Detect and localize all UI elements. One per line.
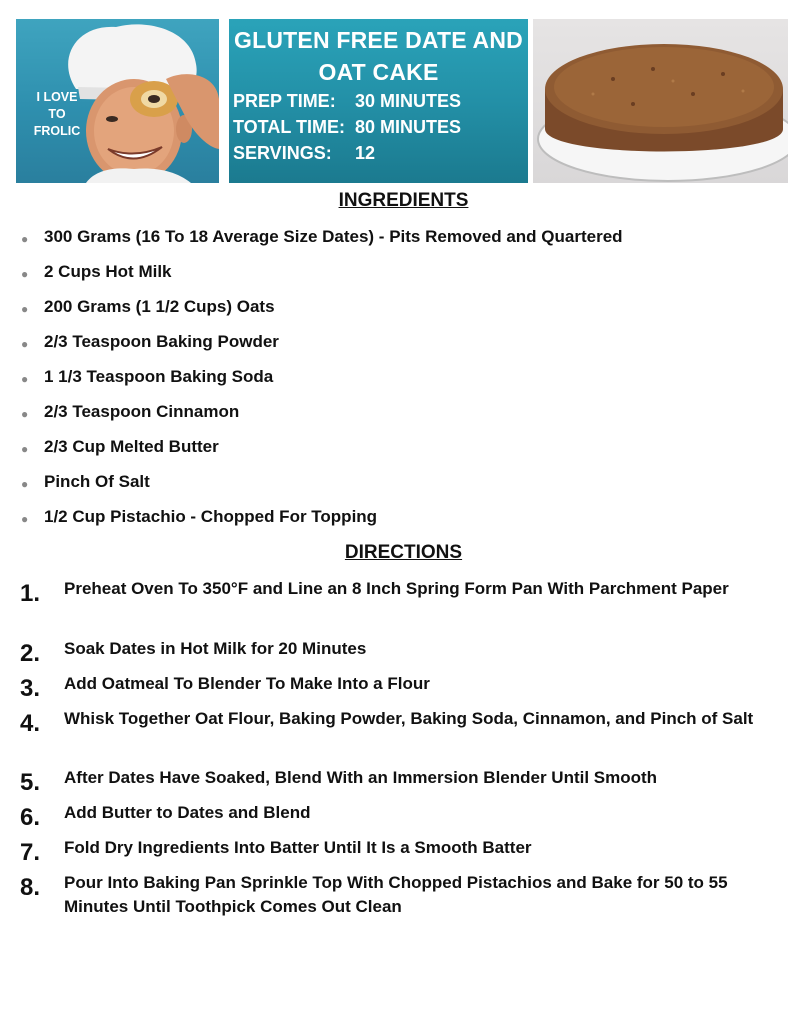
servings-label: SERVINGS: — [233, 143, 332, 163]
ingredient-text: 2 Cups Hot Milk — [44, 262, 172, 281]
ingredient-text: 1/2 Cup Pistachio - Chopped For Topping — [44, 507, 378, 526]
list-item — [0, 261, 807, 296]
step-number: 6. — [20, 804, 41, 831]
list-item — [0, 331, 807, 366]
ingredient-text: 1 1/3 Teaspoon Baking Soda — [44, 367, 274, 386]
list-item — [0, 366, 807, 401]
list-item — [0, 226, 807, 261]
step-number: 8. — [20, 874, 41, 901]
prep-time-value: 30 MINUTES — [355, 91, 462, 111]
bullet-icon: ● — [21, 372, 29, 386]
recipe-header — [0, 19, 807, 183]
directions-heading: DIRECTIONS — [344, 542, 463, 563]
bullet-icon: ● — [21, 442, 29, 456]
list-item — [0, 471, 807, 506]
bullet-icon: ● — [21, 512, 29, 526]
step-text: Whisk Together Oat Flour, Baking Powder, Baking Soda, Cinnamon, and Pinch of Salt — [64, 709, 754, 728]
step-text: Soak Dates in Hot Milk for 20 Minutes — [64, 639, 367, 658]
ingredients-list — [0, 226, 807, 541]
step-number: 4. — [20, 710, 41, 737]
recipe-title: GLUTEN FREE DATE AND OAT CAKE — [234, 27, 523, 85]
step-text: Add Butter to Dates and Blend — [64, 803, 311, 822]
ingredient-text: 2/3 Teaspoon Cinnamon — [44, 402, 240, 421]
ingredients-heading: INGREDIENTS — [338, 190, 469, 211]
step-number: 1. — [20, 580, 41, 607]
step-text: Preheat Oven To 350°F and Line an 8 Inch Spring Form Pan With Parchment Paper — [64, 579, 729, 598]
step-number: 5. — [20, 769, 41, 796]
ingredient-text: 2/3 Teaspoon Baking Powder — [44, 332, 279, 351]
title-panel — [229, 19, 528, 183]
servings-value: 12 — [355, 143, 376, 163]
step-text: After Dates Have Soaked, Blend With an Immersion Blender Until Smooth — [64, 768, 658, 787]
list-item — [0, 401, 807, 436]
bullet-icon: ● — [21, 267, 29, 281]
bullet-icon: ● — [21, 337, 29, 351]
ingredient-text: 300 Grams (16 To 18 Average Size Dates) - Pits Removed and Quartered — [44, 227, 623, 246]
prep-time — [233, 90, 462, 112]
list-item — [0, 296, 807, 331]
bullet-icon: ● — [21, 407, 29, 421]
list-item — [0, 436, 807, 471]
total-time — [233, 116, 462, 138]
step-text: Fold Dry Ingredients Into Batter Until It Is a Smooth Batter — [64, 838, 532, 857]
step-text: Pour Into Baking Pan Sprinkle Top With Chopped Pistachios and Bake for 50 to 55 Minutes Until Toothpick Comes Out Clean — [64, 873, 728, 916]
step-text: Add Oatmeal To Blender To Make Into a Flour — [64, 674, 430, 693]
ingredient-text: 200 Grams (1 1/2 Cups) Oats — [44, 297, 275, 316]
ingredient-text: Pinch Of Salt — [44, 472, 150, 491]
step-number: 3. — [20, 675, 41, 702]
list-item — [0, 506, 807, 541]
servings — [233, 142, 376, 164]
prep-time-label: PREP TIME: — [233, 91, 336, 111]
step-number: 2. — [20, 640, 41, 667]
bullet-icon: ● — [21, 232, 29, 246]
total-time-value: 80 MINUTES — [355, 117, 462, 137]
cake-photo-panel — [533, 19, 788, 183]
bullet-icon: ● — [21, 477, 29, 491]
total-time-label: TOTAL TIME: — [233, 117, 345, 137]
chef-tagline: I LOVE TO FROLIC — [33, 90, 81, 138]
chef-photo-panel — [16, 19, 219, 183]
step-number: 7. — [20, 839, 41, 866]
bullet-icon: ● — [21, 302, 29, 316]
ingredient-text: 2/3 Cup Melted Butter — [44, 437, 219, 456]
cake-photo-image — [533, 19, 788, 183]
